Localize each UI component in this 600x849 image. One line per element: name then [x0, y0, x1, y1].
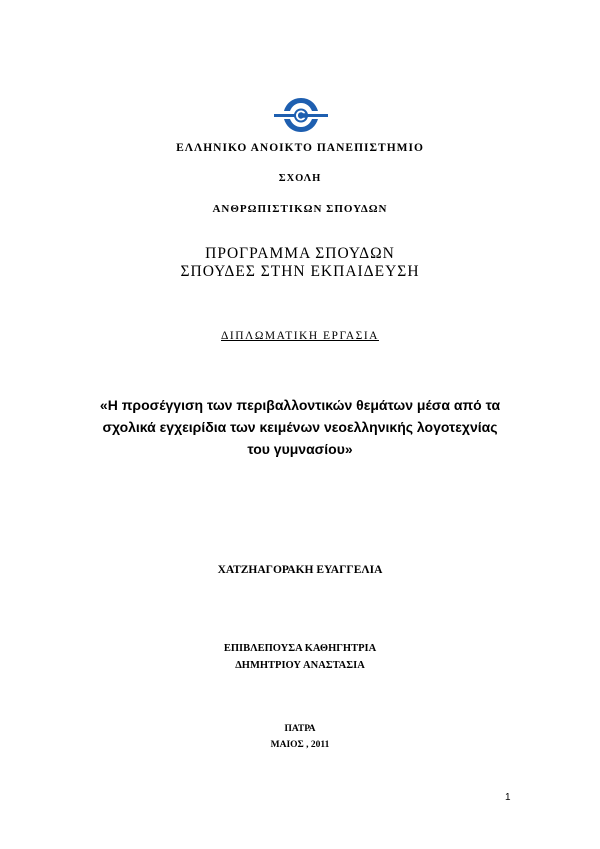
author-name: ΧΑΤΖΗΑΓΟΡΑΚΗ ΕΥΑΓΓΕΛΙΑ	[217, 564, 383, 576]
university-name: ΕΛΛΗΝΙΚΟ ΑΝΟΙΚΤΟ ΠΑΝΕΠΙΣΤΗΜΙΟ	[176, 142, 424, 154]
school-label: ΣΧΟΛΗ	[278, 173, 322, 184]
thesis-label: ΔΙΠΛΩΜΑΤΙΚΗ ΕΡΓΑΣΙΑ	[221, 330, 379, 342]
university-logo-icon	[270, 96, 332, 134]
supervisor-name: ΔΗΜΗΤΡΙΟΥ ΑΝΑΣΤΑΣΙΑ	[235, 660, 365, 671]
thesis-title-line: «Η προσέγγιση των περιβαλλοντικών θεμάτων μέσα από τα	[99, 397, 501, 413]
thesis-title-line: του γυμνασίου»	[247, 441, 353, 457]
city: ΠΑΤΡΑ	[284, 724, 316, 734]
page-number: 1	[505, 792, 511, 803]
department-name: ΑΝΘΡΩΠΙΣΤΙΚΩΝ ΣΠΟΥΔΩΝ	[212, 203, 388, 215]
date: ΜΑΙΟΣ , 2011	[270, 740, 330, 750]
supervisor-role: ΕΠΙΒΛΕΠΟΥΣΑ ΚΑΘΗΓΗΤΡΙΑ	[223, 643, 377, 654]
program-title: ΠΡΟΓΡΑΜΜΑ ΣΠΟΥΔΩΝ	[205, 245, 395, 262]
program-subtitle: ΣΠΟΥΔΕΣ ΣΤΗΝ ΕΚΠΑΙΔΕΥΣΗ	[180, 263, 420, 280]
thesis-title	[70, 394, 530, 460]
thesis-title-line: σχολικά εγχειρίδια των κειμένων νεοελληνικής λογοτεχνίας	[102, 419, 498, 435]
